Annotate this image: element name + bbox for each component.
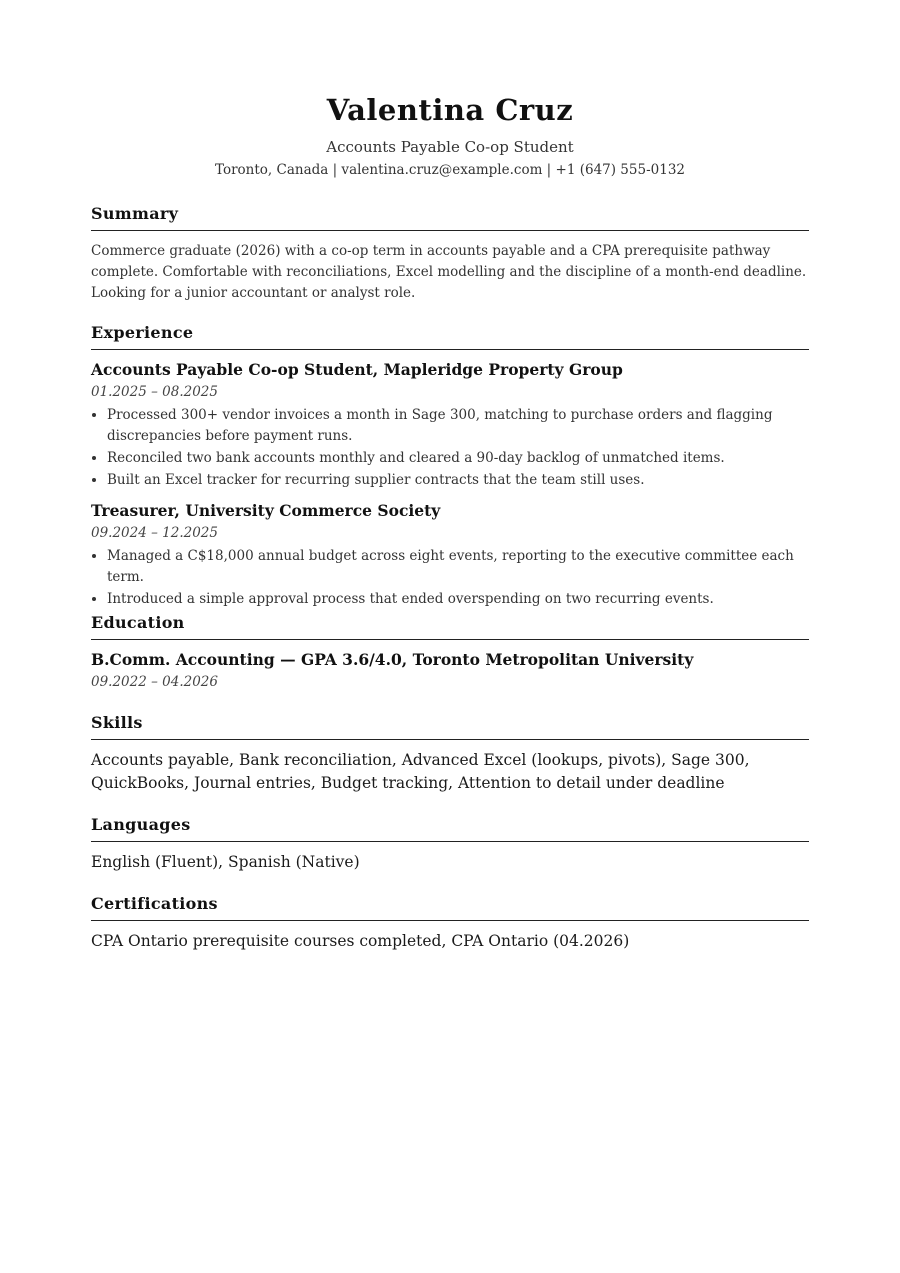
job-bullet: • Built an Excel tracker for recurring supplier contracts that the team still uses. [107, 470, 809, 491]
certifications-text: CPA Ontario prerequisite courses completed, CPA Ontario (04.2026) [91, 932, 630, 950]
experience-section [91, 322, 809, 611]
job-bullet: • Introduced a simple approval process that ended overspending on two recurring events. [107, 589, 809, 610]
candidate-name: Valentina Cruz [326, 93, 574, 127]
job-dates: 01.2025 – 08.2025 [91, 384, 218, 400]
candidate-role: Accounts Payable Co-op Student [326, 138, 574, 156]
summary-title: Summary [91, 203, 809, 231]
job-bullets [91, 546, 809, 610]
degree-title: B.Comm. Accounting — GPA 3.6/4.0, Toronto Metropolitan University [91, 650, 694, 669]
education-title: Education [91, 612, 809, 640]
education-dates: 09.2022 – 04.2026 [91, 674, 218, 690]
job-bullet: • Managed a C$18,000 annual budget across eight events, reporting to the executive committee each term. [107, 546, 809, 588]
education-section [91, 612, 809, 692]
job-bullets [91, 405, 809, 491]
certifications-title: Certifications [91, 893, 809, 921]
experience-title: Experience [91, 322, 809, 350]
languages-section [91, 814, 809, 874]
languages-text: English (Fluent), Spanish (Native) [91, 853, 360, 871]
certifications-section [91, 893, 809, 953]
summary-text: Commerce graduate (2026) with a co-op term in accounts payable and a CPA prerequisite pathway complete. Comfortable with reconciliations, Excel modelling and the discipline of a month-end deadline. Looking for a junior accountant or analyst role. [91, 243, 807, 301]
resume-page [91, 0, 809, 950]
job-bullet: • Processed 300+ vendor invoices a month in Sage 300, matching to purchase orders and flagging discrepancies before payment runs. [107, 405, 809, 447]
languages-title: Languages [91, 814, 809, 842]
skills-title: Skills [91, 712, 809, 740]
summary-section [91, 203, 809, 304]
job-title: Accounts Payable Co-op Student, Mapleridge Property Group [91, 360, 623, 379]
resume-header [91, 0, 809, 179]
job-entry [91, 359, 809, 491]
job-bullet: • Reconciled two bank accounts monthly and cleared a 90-day backlog of unmatched items. [107, 448, 809, 469]
job-entry [91, 500, 809, 610]
job-title: Treasurer, University Commerce Society [91, 501, 441, 520]
job-dates: 09.2024 – 12.2025 [91, 525, 218, 541]
skills-section [91, 712, 809, 795]
contact-line: Toronto, Canada | valentina.cruz@example.com | +1 (647) 555-0132 [215, 162, 685, 178]
skills-text: Accounts payable, Bank reconciliation, Advanced Excel (lookups, pivots), Sage 300, QuickBooks, Journal entries, Budget tracking, Attention to detail under deadline [91, 751, 750, 792]
